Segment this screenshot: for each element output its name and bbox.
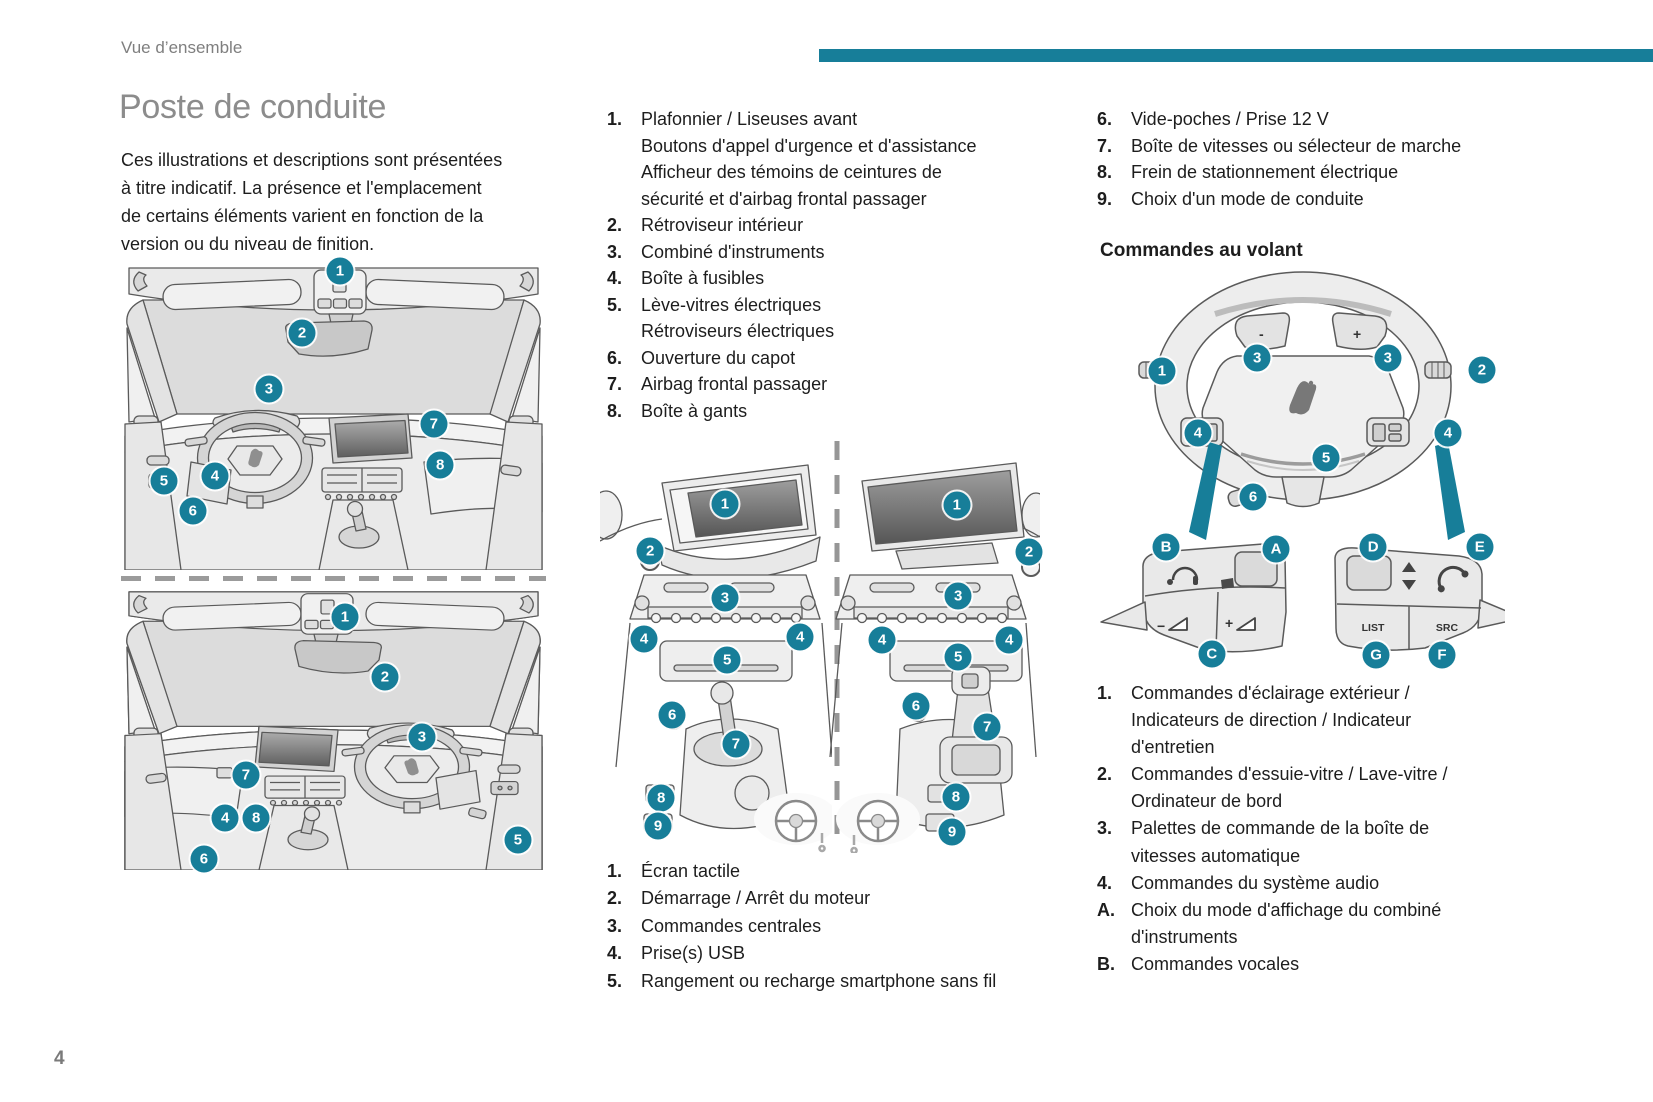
subheading-steering-controls: Commandes au volant	[1100, 240, 1303, 261]
list-item-number: 2.	[607, 888, 623, 909]
list-item-number: 2.	[607, 215, 623, 235]
callout-badge-3: 3	[1374, 345, 1401, 372]
callout-badge-7: 7	[232, 762, 259, 789]
callout-badge-8: 8	[243, 804, 270, 831]
callout-badge-G: G	[1363, 642, 1390, 669]
list-item	[1097, 133, 1527, 160]
list-item-text: Démarrage / Arrêt du moteur	[641, 888, 871, 909]
list-item-text: Lève-vitres électriques	[641, 294, 822, 315]
callout-badge-C: C	[1198, 641, 1225, 668]
callout-badge-4: 4	[631, 626, 658, 653]
list-item-number: 4.	[607, 268, 623, 288]
list-item-text: Combiné d'instruments	[641, 241, 825, 262]
list-item-text: Afficheur des témoins de ceintures de	[641, 162, 942, 182]
list-item	[1097, 897, 1527, 924]
callout-badge-1: 1	[943, 491, 970, 518]
list-item-text: Boîte de vitesses ou sélecteur de marche	[1131, 135, 1462, 156]
callout-badge-4: 4	[869, 627, 896, 654]
list-item	[1097, 734, 1527, 761]
list-item	[607, 885, 1077, 912]
list-button-label: LIST	[1361, 622, 1385, 634]
list-item-text: Rétroviseurs électriques	[641, 321, 835, 341]
sun-visor	[163, 279, 302, 310]
list-item-text: Commandes centrales	[641, 915, 822, 936]
list-item	[1097, 870, 1527, 897]
list-item-text: Choix d'un mode de conduite	[1131, 188, 1364, 209]
page-number: 4	[54, 1048, 65, 1069]
list-item-text: Ordinateur de bord	[1131, 791, 1283, 812]
list-item	[607, 159, 1047, 186]
list-item	[1097, 707, 1527, 734]
list-item-text: d'instruments	[1131, 926, 1238, 947]
list-item-number: 9.	[1097, 188, 1113, 209]
svg-text:−: −	[1157, 618, 1166, 634]
callout-badge-A: A	[1263, 536, 1290, 563]
list-item-number: 8.	[607, 400, 623, 421]
list-item	[1097, 843, 1527, 870]
callout-badge-6: 6	[1240, 484, 1267, 511]
callout-badge-B: B	[1153, 534, 1180, 561]
callout-badge-6: 6	[902, 693, 929, 720]
list-item: Ces illustrations et descriptions sont présentées	[121, 150, 503, 170]
figure-divider-dashed	[121, 576, 546, 581]
list-item-number	[607, 159, 641, 186]
component-list-steering	[1097, 680, 1527, 978]
callout-badge-8: 8	[427, 452, 454, 479]
page-title: Poste de conduite	[119, 88, 387, 126]
list-item	[1097, 815, 1527, 842]
list-item	[1097, 186, 1527, 213]
callout-badge-2: 2	[1468, 357, 1495, 384]
list-item-number: 7.	[1097, 135, 1113, 156]
callout-badge-2: 2	[371, 664, 398, 691]
steering-position-icon	[776, 801, 816, 841]
list-item	[607, 913, 1077, 940]
callout-badge-4: 4	[212, 804, 239, 831]
callout-badge-8: 8	[648, 785, 675, 812]
steering-wheel-drawing	[1085, 262, 1505, 662]
list-item-number	[1097, 788, 1131, 815]
callout-badge-4: 4	[201, 463, 228, 490]
list-item	[1097, 788, 1527, 815]
sun-visor	[365, 279, 504, 310]
component-list-console	[607, 858, 1077, 995]
list-item-number: 1.	[1097, 683, 1113, 703]
callout-badge-3: 3	[711, 584, 738, 611]
list-item-number: 3.	[607, 915, 623, 936]
center-console-illustration	[600, 437, 1040, 853]
callout-badge-2: 2	[1016, 538, 1043, 565]
list-item-number	[1097, 707, 1131, 734]
list-item	[607, 265, 1047, 292]
callout-badge-1: 1	[1148, 358, 1175, 385]
list-item	[607, 133, 1047, 160]
list-item-text: Vide-poches / Prise 12 V	[1131, 109, 1329, 129]
callout-badge-5: 5	[1313, 445, 1340, 472]
list-item	[1097, 159, 1527, 186]
callout-badge-F: F	[1429, 642, 1456, 669]
list-item	[1097, 761, 1527, 788]
callout-badge-8: 8	[942, 783, 969, 810]
callout-badge-9: 9	[939, 819, 966, 846]
dashboard-illustration-lhd	[121, 262, 546, 570]
callout-badge-4: 4	[787, 624, 814, 651]
callout-badge-7: 7	[420, 411, 447, 438]
component-list-dashboard-2	[1097, 106, 1527, 212]
list-item	[607, 318, 1047, 345]
callout-arrow-right	[1435, 442, 1465, 540]
list-item-number: 4.	[607, 943, 623, 964]
list-item-text: Boîte à fusibles	[641, 268, 765, 288]
dashboard-drawing-mirrored	[121, 590, 546, 870]
list-item	[607, 212, 1047, 239]
list-item	[607, 858, 1077, 885]
callout-badge-4: 4	[1184, 420, 1211, 447]
callout-badge-6: 6	[659, 701, 686, 728]
list-item-number: 6.	[607, 347, 623, 368]
callout-badge-6: 6	[190, 845, 217, 872]
callout-badge-1: 1	[711, 490, 738, 517]
list-item	[607, 398, 1047, 425]
list-item-text: Rétroviseur intérieur	[641, 215, 804, 235]
callout-badge-2: 2	[637, 537, 664, 564]
list-item-number	[607, 318, 641, 345]
list-item	[1097, 951, 1527, 978]
steering-wheel-illustration	[1085, 262, 1505, 662]
callout-badge-5: 5	[150, 467, 177, 494]
list-item	[1097, 924, 1527, 951]
list-item-number: 1.	[607, 109, 623, 129]
section-header: Vue d’ensemble	[121, 38, 243, 57]
callout-badge-9: 9	[645, 812, 672, 839]
list-item-text: Choix du mode d'affichage du combiné	[1131, 899, 1442, 920]
list-item-number: A.	[1097, 899, 1115, 920]
list-item-number	[1097, 734, 1131, 761]
list-item: de certains éléments varient en fonction de la	[121, 206, 484, 226]
callout-badge-5: 5	[945, 644, 972, 671]
list-item-text: Airbag frontal passager	[641, 374, 828, 394]
dashboard-drawing	[121, 266, 546, 570]
manual-gear-lever	[711, 682, 733, 704]
dashboard-illustration-rhd	[121, 590, 546, 870]
header-accent-bar	[819, 49, 1653, 62]
list-item-number: 3.	[607, 241, 623, 262]
callout-badge-3: 3	[255, 376, 282, 403]
callout-badge-2: 2	[289, 319, 316, 346]
list-item-text: Boutons d'appel d'urgence et d'assistance	[641, 135, 977, 156]
list-item	[1097, 106, 1527, 133]
list-item-number: 8.	[1097, 162, 1113, 182]
svg-text:+: +	[1225, 615, 1234, 631]
callout-badge-7: 7	[974, 713, 1001, 740]
list-item-text: Boîte à gants	[641, 400, 748, 421]
list-item-text: Palettes de commande de la boîte de	[1131, 818, 1430, 839]
callout-badge-7: 7	[722, 731, 749, 758]
list-item-text: d'entretien	[1131, 737, 1215, 758]
list-item-number	[607, 186, 641, 213]
list-item	[607, 106, 1047, 133]
paddle-minus-icon: -	[1259, 326, 1264, 342]
list-item-text: sécurité et d'airbag frontal passager	[641, 188, 927, 209]
list-item-text: Indicateurs de direction / Indicateur	[1131, 710, 1412, 731]
callout-badge-3: 3	[408, 724, 435, 751]
list-item	[607, 940, 1077, 967]
callout-badge-E: E	[1466, 534, 1493, 561]
list-item-text: Plafonnier / Liseuses avant	[641, 109, 858, 129]
intro-paragraph	[121, 146, 571, 258]
list-item-text: Écran tactile	[641, 861, 741, 881]
list-item: à titre indicatif. La présence et l'emplacement	[121, 178, 482, 198]
callout-badge-3: 3	[1244, 345, 1271, 372]
list-item-number: 7.	[607, 374, 623, 394]
list-item	[607, 371, 1047, 398]
paddle-plus-icon: +	[1353, 326, 1362, 342]
list-item-number: 4.	[1097, 872, 1113, 893]
button-d	[1347, 556, 1391, 590]
list-item	[607, 968, 1077, 995]
callout-badge-D: D	[1360, 534, 1387, 561]
callout-badge-1: 1	[326, 257, 353, 284]
list-item-text: Commandes vocales	[1131, 953, 1300, 974]
callout-badge-5: 5	[504, 827, 531, 854]
list-item-number	[1097, 924, 1131, 951]
callout-badge-4: 4	[1434, 420, 1461, 447]
callout-badge-5: 5	[714, 646, 741, 673]
list-item-text: Rangement ou recharge smartphone sans fil	[641, 970, 997, 991]
list-item-text: Commandes d'éclairage extérieur /	[1131, 683, 1410, 703]
list-item	[607, 345, 1047, 372]
callout-badge-4: 4	[996, 627, 1023, 654]
list-item-text: Frein de stationnement électrique	[1131, 162, 1399, 182]
list-item-number: 1.	[607, 861, 623, 881]
list-item-number: B.	[1097, 953, 1115, 974]
list-item	[607, 239, 1047, 266]
list-item-text: Commandes d'essuie-vitre / Lave-vitre /	[1131, 764, 1448, 785]
list-item	[1097, 680, 1527, 707]
list-item-number: 2.	[1097, 764, 1113, 785]
src-button-label: SRC	[1435, 622, 1459, 634]
list-item-number: 5.	[607, 294, 623, 315]
callout-badge-1: 1	[331, 603, 358, 630]
list-item-text: Commandes du système audio	[1131, 872, 1380, 893]
list-item-number: 3.	[1097, 818, 1113, 839]
list-item: version ou du niveau de finition.	[121, 234, 375, 254]
list-item-number: 6.	[1097, 109, 1113, 129]
list-item-text: Ouverture du capot	[641, 347, 796, 368]
steering-position-icon	[858, 801, 898, 841]
callout-badge-6: 6	[179, 498, 206, 525]
callout-badge-3: 3	[945, 582, 972, 609]
list-item-text: Prise(s) USB	[641, 943, 746, 964]
list-item-number	[1097, 843, 1131, 870]
list-item	[607, 186, 1047, 213]
list-item-number: 5.	[607, 970, 623, 991]
list-item-number	[607, 133, 641, 160]
list-item-text: vitesses automatique	[1131, 845, 1301, 866]
list-item	[607, 292, 1047, 319]
gear-shifter	[348, 502, 363, 517]
component-list-dashboard	[607, 106, 1047, 424]
